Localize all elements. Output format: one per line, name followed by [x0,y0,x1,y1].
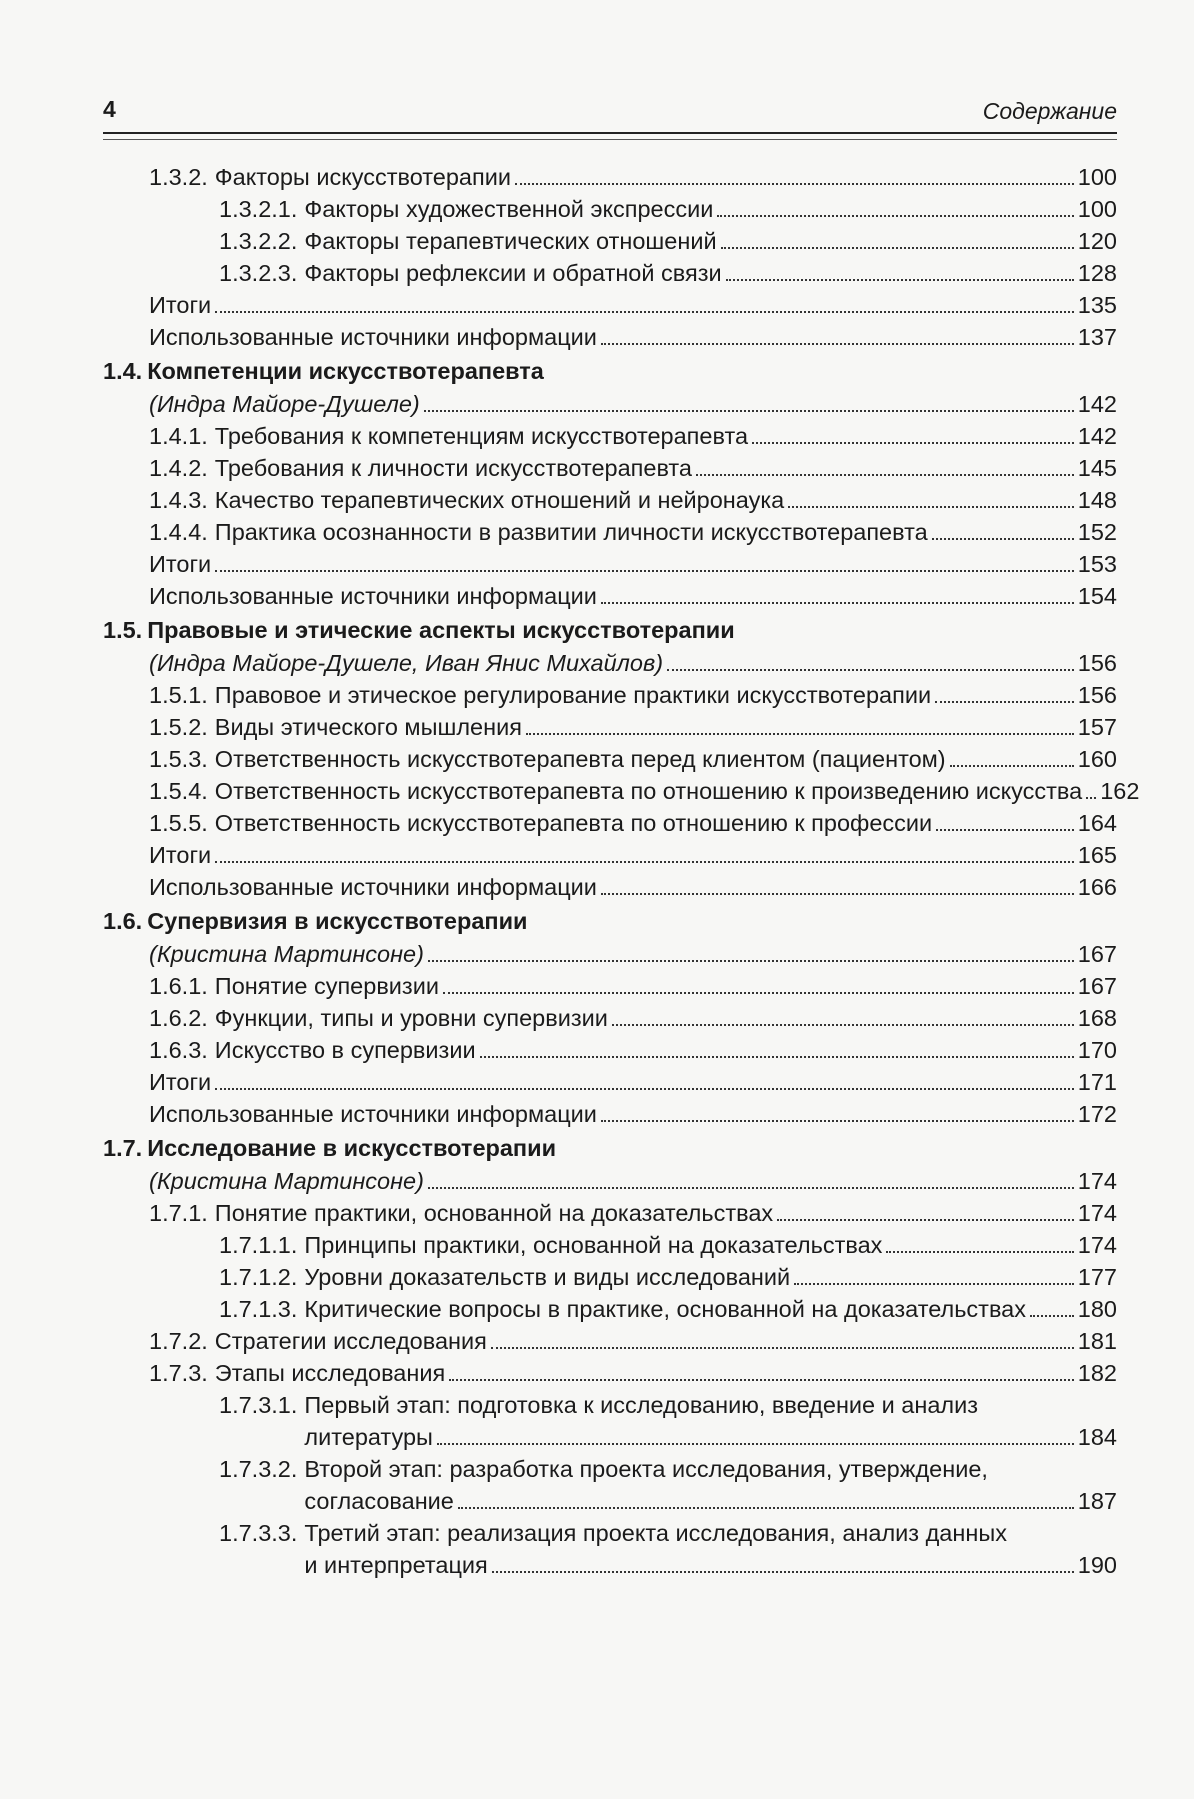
entry-title: Правовое и этическое регулирование практики искусствотерапии [214,682,932,708]
toc-entry[interactable] [103,388,1117,420]
entry-title: Итоги [149,1069,212,1095]
toc-entry[interactable] [103,871,1117,903]
entry-number: 1.6.2. [149,1005,208,1031]
dot-leader [443,992,1074,994]
entry-title: Итоги [149,842,212,868]
entry-title: Использованные источники информации [149,874,597,900]
entry-page: 154 [1077,583,1117,609]
entry-page: 157 [1077,714,1117,740]
dot-leader [424,410,1074,412]
toc-entry[interactable] [103,647,1117,679]
dot-leader [601,602,1074,604]
header-rule [103,132,1117,140]
dot-leader [788,506,1074,508]
entry-number: 1.3.2.1. [219,196,298,222]
section-number: 1.5. [103,617,143,643]
entry-number: 1.3.2. [149,164,208,190]
entry-page: 171 [1077,1069,1117,1095]
toc-entry[interactable] [103,970,1117,1002]
entry-number: 1.4.3. [149,487,208,513]
entry-number: 1.5.3. [149,746,208,772]
entry-title-line2: и интерпретация [304,1552,488,1578]
toc-entry[interactable] [103,839,1117,871]
dot-leader [215,570,1074,572]
toc-entry[interactable] [103,516,1117,548]
toc-entry[interactable] [103,1453,1117,1517]
dot-leader [794,1283,1074,1285]
entry-page: 128 [1077,260,1117,286]
dot-leader [491,1347,1074,1349]
entry-number: 1.5.5. [149,810,208,836]
dot-leader [601,893,1074,895]
entry-page: 142 [1077,423,1117,449]
section-number: 1.7. [103,1135,143,1161]
entry-number: 1.5.2. [149,714,208,740]
toc-entry[interactable] [103,1293,1117,1325]
toc-entry[interactable] [103,548,1117,580]
entry-title: Использованные источники информации [149,583,597,609]
section-title: Супервизия в искусствотерапии [147,908,528,934]
entry-number: 1.4.1. [149,423,208,449]
entry-page: 167 [1077,941,1117,967]
toc-entry[interactable] [103,225,1117,257]
entry-number: 1.7.1.3. [219,1296,298,1322]
dot-leader [215,311,1074,313]
dot-leader [601,343,1074,345]
entry-page: 168 [1077,1005,1117,1031]
dot-leader [1030,1315,1074,1317]
entry-title: Факторы художественной экспрессии [304,196,714,222]
entry-title: Принципы практики, основанной на доказательствах [304,1232,883,1258]
dot-leader [215,861,1074,863]
entry-page: 137 [1077,324,1117,350]
section-title: Компетенции искусствотерапевта [147,358,544,384]
toc-entry[interactable] [103,1066,1117,1098]
section-title: Исследование в искусствотерапии [147,1135,557,1161]
toc-entry[interactable] [103,193,1117,225]
toc-entry[interactable] [103,1389,1117,1453]
entry-number: 1.4.4. [149,519,208,545]
entry-number: 1.5.4. [149,778,208,804]
entry-title: Использованные источники информации [149,324,597,350]
dot-leader [458,1507,1074,1509]
toc-entry[interactable] [103,743,1117,775]
entry-title: Качество терапевтических отношений и нейронаука [214,487,785,513]
entry-page: 177 [1077,1264,1117,1290]
entry-page: 174 [1077,1232,1117,1258]
entry-page: 135 [1077,292,1117,318]
entry-page: 100 [1077,196,1117,222]
entry-page: 100 [1077,164,1117,190]
entry-page: 184 [1077,1424,1117,1450]
entry-title-line1: Второй этап: разработка проекта исследования, утверждение, [304,1456,988,1482]
entry-title: Итоги [149,292,212,318]
dot-leader [886,1251,1073,1253]
toc-entry[interactable] [103,420,1117,452]
entry-title: Требования к личности искусствотерапевта [214,455,692,481]
entry-page: 190 [1077,1552,1117,1578]
entry-title: Требования к компетенциям искусствотерапевта [214,423,749,449]
dot-leader [667,669,1074,671]
entry-number: 1.7.1. [149,1200,208,1226]
entry-title: Итоги [149,551,212,577]
toc-entry[interactable] [103,679,1117,711]
section-title: Правовые и этические аспекты искусствотерапии [147,617,735,643]
dot-leader [437,1443,1074,1445]
entry-number: 1.7.3.1. [219,1392,298,1418]
section-authors: (Индра Майоре-Душеле) [149,391,420,417]
entry-number: 1.7.1.2. [219,1264,298,1290]
dot-leader [777,1219,1074,1221]
entry-title: Практика осознанности в развитии личности искусствотерапевта [214,519,928,545]
entry-title: Факторы терапевтических отношений [304,228,717,254]
entry-page: 180 [1077,1296,1117,1322]
entry-page: 170 [1077,1037,1117,1063]
toc-entry[interactable] [103,1002,1117,1034]
entry-number: 1.7.3.2. [219,1456,298,1482]
entry-number: 1.7.1.1. [219,1232,298,1258]
toc-entry[interactable] [103,321,1117,353]
entry-number: 1.3.2.2. [219,228,298,254]
section-authors: (Кристина Мартинсоне) [149,1168,424,1194]
dot-leader [449,1379,1074,1381]
toc-entry[interactable] [103,1197,1117,1229]
toc-entry[interactable] [103,807,1117,839]
dot-leader [936,829,1074,831]
toc-entry[interactable] [103,1034,1117,1066]
entry-title: Искусство в супервизии [214,1037,476,1063]
toc-entry[interactable] [103,484,1117,516]
dot-leader [717,215,1073,217]
entry-page: 156 [1077,650,1117,676]
entry-number: 1.6.1. [149,973,208,999]
dot-leader [526,733,1074,735]
entry-title-line1: Третий этап: реализация проекта исследования, анализ данных [304,1520,1007,1546]
entry-page: 166 [1077,874,1117,900]
entry-page: 156 [1077,682,1117,708]
running-title: Содержание [982,98,1117,124]
dot-leader [950,765,1074,767]
toc-entry[interactable] [103,452,1117,484]
entry-page: 174 [1077,1168,1117,1194]
entry-page: 174 [1077,1200,1117,1226]
entry-title-line2: согласование [304,1488,454,1514]
entry-page: 160 [1077,746,1117,772]
toc-entry[interactable] [103,711,1117,743]
dot-leader [696,474,1074,476]
dot-leader [515,183,1074,185]
section-number: 1.4. [103,358,143,384]
entry-number: 1.4.2. [149,455,208,481]
toc-entry[interactable] [103,1229,1117,1261]
dot-leader [215,1088,1074,1090]
entry-title-line2: литературы [304,1424,433,1450]
entry-number: 1.6.3. [149,1037,208,1063]
entry-number: 1.5.1. [149,682,208,708]
toc-entry[interactable] [103,938,1117,970]
entry-title: Использованные источники информации [149,1101,597,1127]
entry-title: Факторы искусствотерапии [214,164,511,190]
toc-entry[interactable] [103,775,1140,807]
dot-leader [721,247,1074,249]
entry-title: Стратегии исследования [214,1328,487,1354]
entry-page: 120 [1077,228,1117,254]
dot-leader [428,960,1074,962]
entry-title: Этапы исследования [214,1360,446,1386]
entry-page: 182 [1077,1360,1117,1386]
page-number: 4 [103,96,116,122]
entry-title: Ответственность искусствотерапевта по отношению к произведению искусства [214,778,1083,804]
entry-page: 164 [1077,810,1117,836]
dot-leader [601,1120,1074,1122]
dot-leader [428,1187,1074,1189]
toc-entry[interactable] [103,289,1117,321]
dot-leader [932,538,1074,540]
dot-leader [1086,797,1096,799]
entry-title: Ответственность искусствотерапевта по отношению к профессии [214,810,933,836]
entry-page: 153 [1077,551,1117,577]
entry-page: 172 [1077,1101,1117,1127]
entry-title: Факторы рефлексии и обратной связи [304,260,722,286]
entry-title: Критические вопросы в практике, основанной на доказательствах [304,1296,1026,1322]
entry-title: Уровни доказательств и виды исследований [304,1264,791,1290]
toc-entry[interactable] [103,1517,1117,1581]
section-authors: (Кристина Мартинсоне) [149,941,424,967]
section-heading [103,1132,1117,1165]
section-heading [103,614,1117,647]
toc-entry[interactable] [103,1357,1117,1389]
entry-page: 165 [1077,842,1117,868]
page-header [103,96,1117,134]
dot-leader [492,1571,1074,1573]
entry-number: 1.7.3. [149,1360,208,1386]
entry-number: 1.7.3.3. [219,1520,298,1546]
toc-entry[interactable] [103,1325,1117,1357]
dot-leader [726,279,1074,281]
dot-leader [935,701,1074,703]
entry-page: 152 [1077,519,1117,545]
entry-title: Функции, типы и уровни супервизии [214,1005,608,1031]
entry-number: 1.7.2. [149,1328,208,1354]
entry-page: 145 [1077,455,1117,481]
section-number: 1.6. [103,908,143,934]
toc-entry[interactable] [103,161,1117,193]
entry-page: 148 [1077,487,1117,513]
entry-title: Виды этического мышления [214,714,522,740]
entry-number: 1.3.2.3. [219,260,298,286]
entry-page: 181 [1077,1328,1117,1354]
toc-entry[interactable] [103,580,1117,612]
entry-title: Понятие практики, основанной на доказательствах [214,1200,774,1226]
toc-entry[interactable] [103,1165,1117,1197]
toc-entry[interactable] [103,1261,1117,1293]
section-heading [103,355,1117,388]
toc-entry[interactable] [103,257,1117,289]
entry-title-line1: Первый этап: подготовка к исследованию, введение и анализ [304,1392,979,1418]
section-heading [103,905,1117,938]
dot-leader [752,442,1074,444]
entry-page: 187 [1077,1488,1117,1514]
dot-leader [480,1056,1074,1058]
entry-page: 162 [1100,778,1140,804]
entry-title: Понятие супервизии [214,973,439,999]
entry-page: 142 [1077,391,1117,417]
section-authors: (Индра Майоре-Душеле, Иван Янис Михайлов) [149,650,664,676]
table-of-contents [103,161,1140,1581]
entry-title: Ответственность искусствотерапевта перед клиентом (пациентом) [214,746,946,772]
dot-leader [612,1024,1074,1026]
entry-page: 167 [1077,973,1117,999]
toc-entry[interactable] [103,1098,1117,1130]
